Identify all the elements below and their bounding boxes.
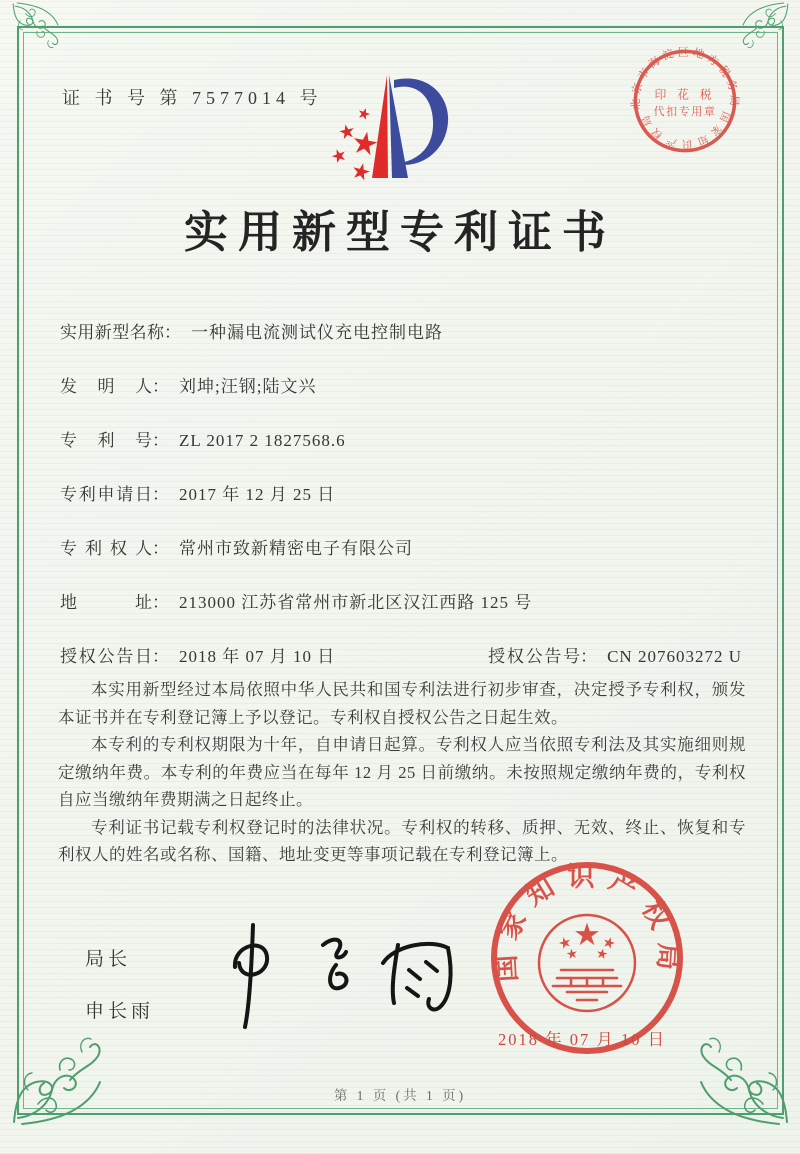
field-row-name — [60, 318, 742, 346]
colon: ： — [164, 323, 181, 342]
field-value: CN 207603272 U — [607, 647, 742, 666]
field-value: 2017 年 12 月 25 日 — [179, 485, 336, 504]
field-label: 专利权人 — [60, 539, 152, 558]
legal-paragraph-2: 本专利的专利权期限为十年，自申请日起算。专利权人应当依照专利法及其实施细则规定缴纳年费。本专利的年费应当在每年 12 月 25 日前缴纳。未按照规定缴纳年费的，专利权自应当缴纳年费期满之日起终止。 — [58, 735, 746, 809]
national-emblem — [539, 915, 635, 1011]
field-label: 专利号 — [60, 431, 152, 450]
tax-seal-center-line2: 代扣专用章 — [653, 106, 717, 119]
svg-text:国家知识产权局 — [490, 862, 684, 983]
field-row-filing-date — [60, 480, 742, 508]
page-number: 第 1 页 (共 1 页) — [333, 1088, 467, 1103]
field-value: 常州市致新精密电子有限公司 — [179, 539, 413, 558]
certificate-title: 实用新型专利证书 — [184, 208, 616, 257]
field-label: 发明人 — [60, 377, 152, 396]
field-row-patentee — [60, 534, 742, 562]
corner-flourish-bottom-left — [8, 1026, 108, 1126]
legal-paragraph-1: 本实用新型经过本局依照中华人民共和国专利法进行初步审查，决定授予专利权，颁发本证书并在专利登记簿上予以登记。专利权自授权公告之日起生效。 — [58, 680, 746, 727]
field-label: 实用新型名称 — [60, 323, 164, 342]
field-label: 授权公告日 — [60, 647, 152, 666]
field-label: 专利申请日 — [60, 485, 152, 504]
tax-seal-arc-top-text: 北京市海淀区地方税务局 — [630, 46, 740, 110]
legal-text — [58, 676, 746, 869]
director-name: 申长雨 — [85, 1001, 155, 1022]
field-row-address — [60, 588, 742, 616]
seal-ring-text: 国家知识产权局 — [490, 861, 684, 983]
colon: ： — [152, 377, 169, 396]
director-signature — [205, 915, 455, 1035]
tax-stamp-seal — [622, 38, 748, 164]
field-value: 2018 年 07 月 10 日 — [179, 647, 336, 666]
corner-flourish-top-left — [10, 2, 62, 54]
seal-date: 2018 年 07 月 10 日 — [498, 1030, 667, 1049]
logo-red-wedge — [372, 75, 388, 178]
field-label: 授权公告号 — [488, 647, 581, 666]
grant-no-pair — [488, 642, 742, 670]
field-label: 地址 — [60, 593, 152, 612]
field-value: 一种漏电流测试仪充电控制电路 — [191, 323, 443, 342]
field-list — [60, 318, 742, 696]
colon: ： — [152, 539, 169, 558]
field-value: 213000 江苏省常州市新北区汉江西路 125 号 — [179, 593, 533, 612]
tax-seal-center-line1: 印 花 税 — [654, 87, 716, 102]
legal-paragraph-3: 专利证书记载专利权登记时的法律状况。专利权的转移、质押、无效、终止、恢复和专利权人的姓名或名称、国籍、地址变更等事项记载在专利登记簿上。 — [58, 817, 746, 864]
field-row-inventors — [60, 372, 742, 400]
colon: ： — [152, 593, 169, 612]
grant-date-pair — [60, 642, 335, 670]
colon: ： — [152, 485, 169, 504]
director-title: 局长 — [85, 949, 132, 970]
field-row-patent-no — [60, 426, 742, 454]
field-value: ZL 2017 2 1827568.6 — [179, 431, 346, 450]
field-value: 刘坤;汪钢;陆文兴 — [179, 377, 317, 396]
logo-stars — [330, 106, 379, 181]
logo-blue-wedge — [389, 75, 408, 178]
tax-seal-arc-bottom-text: 国家知识产权局 — [638, 109, 732, 149]
colon: ： — [152, 431, 169, 450]
colon: ： — [152, 647, 169, 666]
colon: ： — [580, 647, 598, 666]
field-row-grant — [60, 642, 742, 670]
cnipa-logo — [326, 70, 458, 186]
corner-flourish-bottom-right — [693, 1026, 793, 1126]
certificate-number: 证 书 号 第 7577014 号 — [62, 88, 323, 108]
